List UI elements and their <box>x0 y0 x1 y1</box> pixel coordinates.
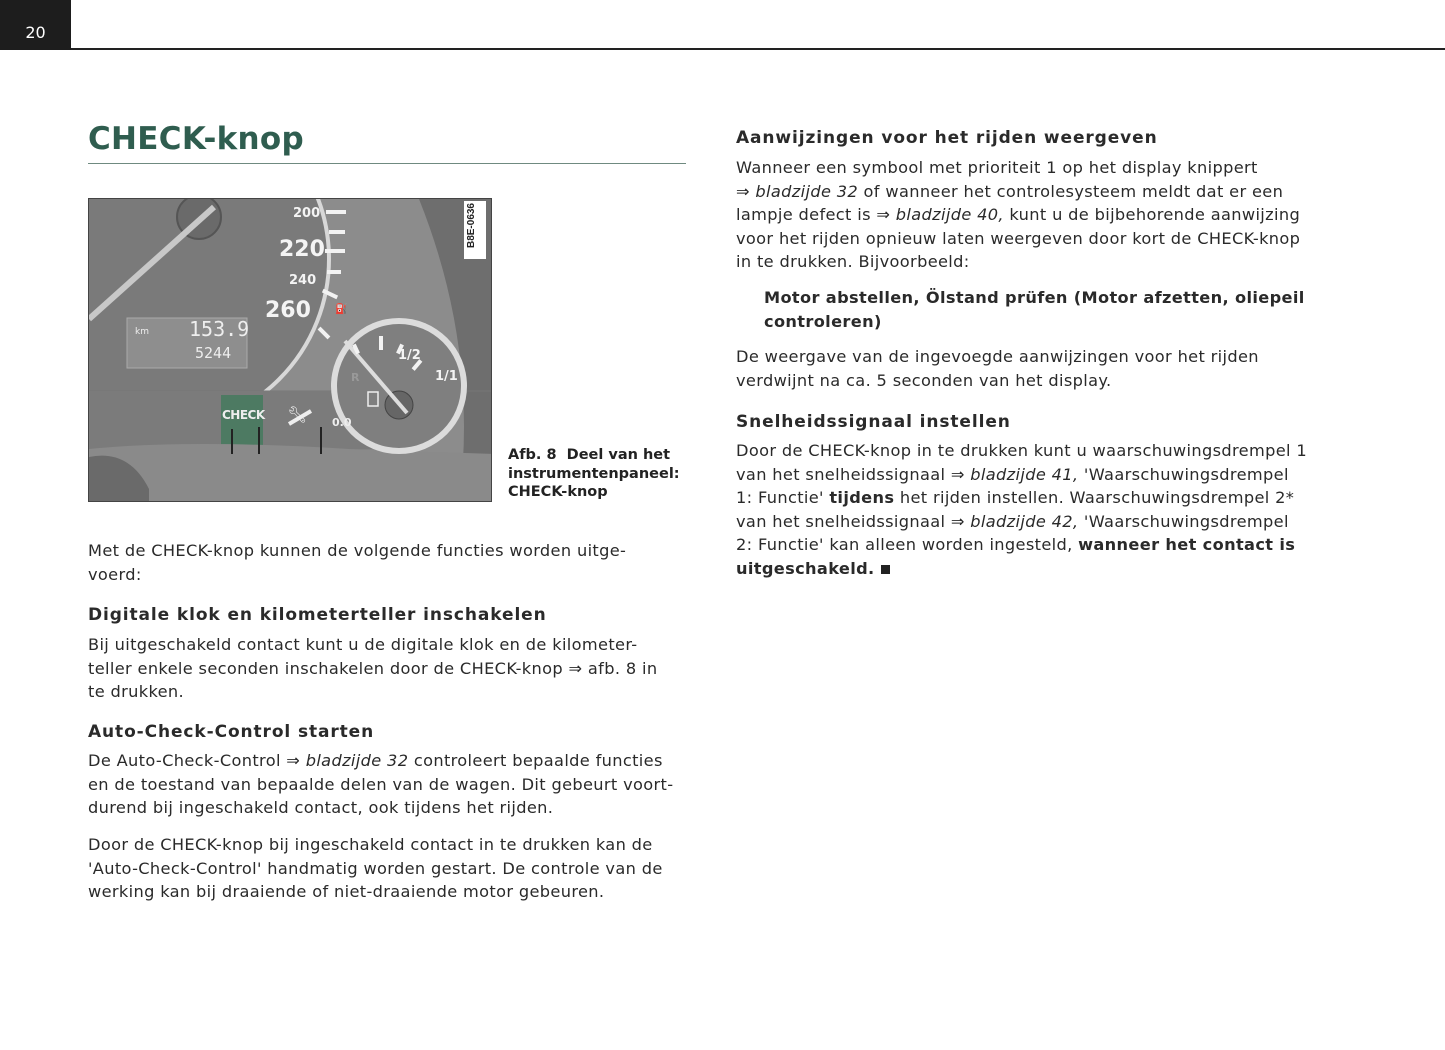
section-heading-speed-signal: Snelheidssignaal instellen <box>736 412 1011 432</box>
text-segment: 'Waarschuwingsdrempel <box>1078 511 1289 531</box>
page-reference: bladzijde 41, <box>970 464 1079 484</box>
emphasis-text: tijdens <box>829 488 895 508</box>
caption-line: Afb. 8 Deel van het <box>508 447 671 463</box>
text-segment: het rijden instellen. Waarschuwingsdrempel 2* <box>894 488 1295 508</box>
text-segment: 1: Functie' <box>736 488 830 508</box>
figure-caption <box>508 446 680 502</box>
text-line <box>88 633 657 657</box>
speed-signal-paragraph <box>736 439 1307 581</box>
page-title: CHECK-knop <box>88 121 304 157</box>
text-line <box>88 680 657 704</box>
text-segment: lampje defect is ⇒ <box>736 205 896 225</box>
text-segment: Door de CHECK-knop bij ingeschakeld contact in te drukken kan de <box>88 835 653 854</box>
text-line <box>736 369 1259 393</box>
text-line <box>88 563 626 587</box>
speed-label-260: 260 <box>265 298 311 323</box>
caption-line: instrumentenpaneel: <box>508 465 680 482</box>
text-line <box>736 227 1300 251</box>
fuel-label-full: 1/1 <box>435 369 458 384</box>
text-segment: kunt u de bijbehorende aanwijzing <box>1003 205 1301 225</box>
page-reference: bladzijde 32 <box>755 181 859 201</box>
text-line <box>88 796 673 820</box>
text-segment: controleert bepaalde functies <box>408 751 663 770</box>
odometer-value: 5244 <box>195 344 232 362</box>
emphasis-text: wanneer het contact is <box>1078 535 1296 555</box>
section-heading-auto-check: Auto-Check-Control starten <box>88 722 375 742</box>
auto-check-manual-paragraph <box>88 833 663 904</box>
fuel-label-half: 1/2 <box>398 348 421 363</box>
page-number: 20 <box>0 0 71 50</box>
text-segment: 'Auto-Check-Control' handmatig worden gestart. De controle van de <box>88 858 663 878</box>
text-line <box>88 857 663 881</box>
text-line <box>88 657 657 681</box>
page-reference: bladzijde 42, <box>970 511 1079 531</box>
text-line <box>88 539 626 563</box>
text-segment: voor het rijden opnieuw laten weergeven door kort de CHECK-knop <box>736 228 1301 248</box>
caption-line: CHECK-knop <box>508 484 608 500</box>
intro-paragraph <box>88 539 626 586</box>
section-heading-driving-instructions: Aanwijzingen voor het rijden weergeven <box>736 128 1158 148</box>
example-message <box>764 286 1305 333</box>
speed-label-240: 240 <box>289 273 317 288</box>
section-heading-digital-clock: Digitale klok en kilometerteller inschakelen <box>88 605 547 625</box>
text-line <box>736 463 1307 487</box>
text-line <box>736 439 1307 463</box>
text-segment: teller enkele seconden inschakelen door de CHECK-knop ⇒ afb. 8 in <box>88 658 658 678</box>
text-line <box>736 156 1300 180</box>
display-unit: km <box>135 327 149 337</box>
speed-label-220: 220 <box>279 237 325 262</box>
text-line <box>736 203 1300 227</box>
text-line <box>764 310 1305 334</box>
display-duration-paragraph <box>736 345 1259 392</box>
wrench-icon: 🔧︎ <box>287 405 308 424</box>
text-segment: verdwijnt na ca. 5 seconden van het display. <box>736 370 1112 390</box>
text-line <box>736 486 1307 510</box>
text-segment: of wanneer het controlesysteem meldt dat er een <box>858 181 1284 201</box>
driving-instructions-paragraph <box>736 156 1300 274</box>
text-segment: Wanneer een symbool met prioriteit 1 op het display knippert <box>736 158 1258 177</box>
check-button-label: CHECK <box>222 408 265 422</box>
title-divider <box>88 163 686 164</box>
text-line <box>764 286 1305 310</box>
text-segment: Met de CHECK-knop kunnen de volgende functies worden uitge- <box>88 541 627 560</box>
page-header-bar <box>0 0 1445 50</box>
text-segment: 'Waarschuwingsdrempel <box>1078 464 1289 484</box>
text-line <box>88 833 663 857</box>
speed-label-200: 200 <box>293 206 321 221</box>
page-reference: bladzijde 40, <box>895 205 1004 225</box>
text-line <box>736 345 1259 369</box>
text-segment: en de toestand van bepaalde delen van de wagen. Dit gebeurt voort- <box>88 774 674 794</box>
reset-label: 0.0 <box>332 416 352 429</box>
text-segment: te drukken. <box>88 682 185 702</box>
fuel-reserve-label: R <box>351 371 360 384</box>
svg-text:⛽: ⛽ <box>335 304 348 315</box>
text-line <box>88 880 663 904</box>
text-segment: Door de CHECK-knop in te drukken kunt u waarschuwingsdrempel 1 <box>736 441 1308 460</box>
text-line <box>88 773 673 797</box>
text-segment: voerd: <box>88 564 142 584</box>
instrument-panel-figure <box>88 198 492 502</box>
page-reference: bladzijde 32 <box>305 751 409 770</box>
text-segment: 2: Functie' kan alleen worden ingesteld, <box>736 535 1079 555</box>
text-line <box>736 510 1307 534</box>
text-line <box>736 557 1307 581</box>
text-segment: in te drukken. Bijvoorbeeld: <box>736 252 970 272</box>
end-of-section-marker <box>881 565 890 574</box>
text-segment: ⇒ <box>736 181 756 201</box>
figure-ref-code: B8E-0636 <box>466 203 477 249</box>
text-segment: De weergave van de ingevoegde aanwijzingen voor het rijden <box>736 347 1259 366</box>
auto-check-paragraph <box>88 749 673 820</box>
text-segment: De Auto-Check-Control ⇒ <box>88 751 306 770</box>
emphasis-text: uitgeschakeld. <box>736 558 875 578</box>
text-segment: van het snelheidssignaal ⇒ <box>736 464 971 484</box>
text-line <box>736 180 1300 204</box>
text-segment: van het snelheidssignaal ⇒ <box>736 511 971 531</box>
emphasis-text: controleren) <box>764 311 882 331</box>
digital-clock-paragraph <box>88 633 657 704</box>
text-line <box>736 533 1307 557</box>
text-line <box>88 749 673 773</box>
text-segment: Bij uitgeschakeld contact kunt u de digitale klok en de kilometer- <box>88 635 638 654</box>
text-segment: werking kan bij draaiende of niet-draaiende motor gebeuren. <box>88 882 605 902</box>
text-line <box>736 250 1300 274</box>
text-segment: durend bij ingeschakeld contact, ook tijdens het rijden. <box>88 798 554 818</box>
emphasis-text: Motor abstellen, Ölstand prüfen (Motor afzetten, oliepeil <box>764 288 1305 307</box>
trip-value: 153.9 <box>189 317 250 341</box>
